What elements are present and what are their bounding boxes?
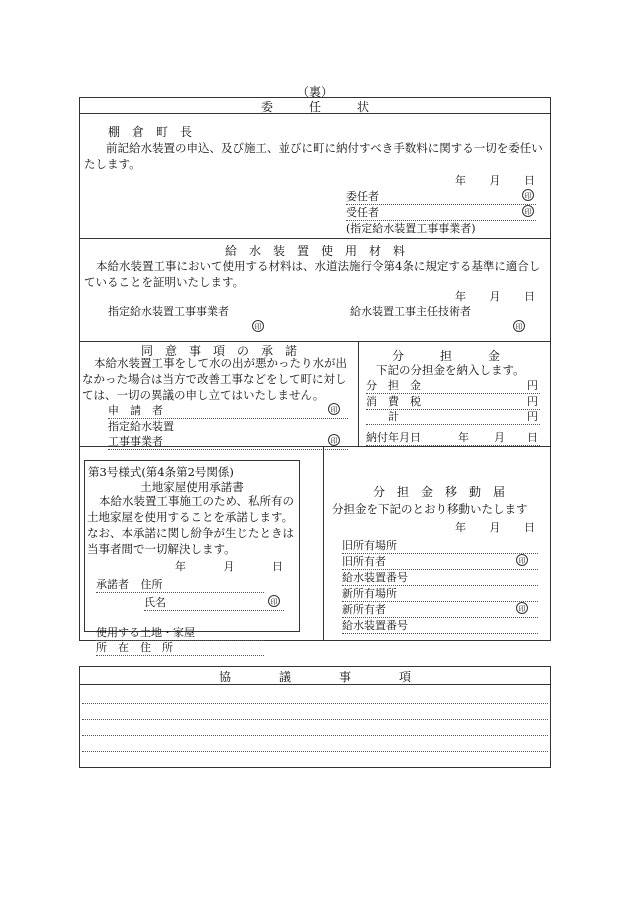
seal-icon: 印 (522, 205, 534, 217)
yen-unit: 円 (527, 410, 538, 423)
year-label: 年 (175, 560, 186, 573)
land-use-form-no: 第3号様式(第4条第2号関係) (88, 465, 234, 479)
new-owner-label: 新所有者 (342, 603, 386, 616)
cost-share-row[interactable] (366, 377, 540, 394)
month-label: 月 (489, 174, 501, 187)
applicant-field[interactable] (108, 402, 348, 419)
consent-contractor-line2: 工事事業者 (108, 435, 163, 448)
power-of-attorney-title: 委 任 状 (260, 100, 369, 114)
day-label: 日 (524, 290, 535, 303)
cost-share-intro: 下記の分担金を納入します。 (376, 363, 525, 377)
month-label: 月 (489, 290, 501, 303)
day-label: 日 (524, 174, 535, 187)
transfer-title: 分 担 金 移 動 届 (373, 485, 506, 499)
materials-title: 給 水 装 置 使 用 材 料 (224, 244, 405, 258)
delegatee-label: 受任者 (346, 206, 379, 219)
addressee: 棚 倉 町 長 (108, 125, 193, 139)
year-label: 年 (455, 521, 466, 534)
seal-icon: 印 (328, 403, 340, 415)
consultation-line[interactable] (82, 751, 548, 752)
month-label: 月 (489, 521, 501, 534)
yen-unit: 円 (527, 395, 538, 408)
contractor-label: 指定給水装置工事事業者 (108, 305, 229, 318)
transfer-date (455, 519, 535, 535)
consenter-label: 承諾者 (96, 578, 129, 591)
land-use-title: 土地家屋使用承諾書 (140, 480, 244, 494)
seal-icon: 印 (252, 320, 264, 332)
name-label: 氏名 (144, 596, 166, 609)
old-location-field[interactable] (342, 537, 538, 554)
day-label: 日 (272, 560, 283, 573)
device-no-label: 給水装置番号 (342, 619, 408, 632)
land-use-body: 本給水装置工事施工のため、私所有の土地家屋を使用することを承諾します。なお、本承諾に関し紛争が生じたときは当事者間で一切解決します。 (87, 494, 295, 556)
total-label: 計 (388, 410, 399, 423)
consent-body: 本給水装置工事をして水の出が悪かったり水が出なかった場合は当方で改善工事などをして町に対しては、一切の異議の申し立てはいたしません。 (82, 356, 347, 402)
new-location-label: 新所有場所 (342, 587, 397, 600)
paid-date-field[interactable] (366, 429, 540, 446)
materials-date (455, 288, 535, 304)
delegator-label: 委任者 (346, 190, 379, 203)
seal-icon: 印 (513, 320, 525, 332)
delegatee-field[interactable] (346, 204, 536, 221)
old-location-label: 旧所有場所 (342, 539, 397, 552)
old-owner-field[interactable] (342, 553, 538, 570)
seal-icon: 印 (516, 554, 528, 566)
transfer-intro: 分担金を下記のとおり移動いたします (332, 502, 528, 516)
seal-icon: 印 (328, 434, 340, 446)
consultation-line[interactable] (82, 703, 548, 704)
paid-date-label: 納付年月日 (366, 431, 421, 444)
location-field[interactable] (96, 639, 264, 656)
power-of-attorney-body: 前記給水装置の申込、及び施工、並びに町に納付すべき手数料に関する一切を委任いたします。 (84, 141, 543, 171)
location-label: 所 在 住 所 (96, 641, 173, 654)
consenter-address-field[interactable] (96, 576, 264, 593)
yen-unit: 円 (527, 379, 538, 392)
delegatee-note: (指定給水装置工事事業者) (346, 222, 476, 235)
address-label: 住所 (140, 578, 163, 591)
day-label: 日 (524, 521, 535, 534)
device-no-field[interactable] (342, 617, 538, 634)
land-use-date (175, 558, 283, 574)
month-label: 月 (494, 431, 505, 444)
total-row[interactable] (366, 408, 540, 425)
consultation-line[interactable] (82, 719, 548, 720)
poa-date (455, 172, 535, 188)
cost-share-title: 分 担 金 (392, 349, 501, 363)
new-location-field[interactable] (342, 585, 538, 602)
consultation-title: 協 議 事 項 (218, 670, 411, 684)
consultation-line[interactable] (82, 735, 548, 736)
month-label: 月 (223, 560, 235, 573)
page-label: （裏） (296, 85, 333, 99)
device-no-label: 給水装置番号 (342, 571, 408, 584)
seal-icon: 印 (268, 595, 280, 607)
seal-icon: 印 (522, 189, 534, 201)
consent-title: 同 意 事 項 の 承 諾 (140, 344, 297, 358)
year-label: 年 (455, 174, 466, 187)
year-label: 年 (455, 290, 466, 303)
applicant-label: 申 請 者 (108, 404, 163, 417)
delegator-field[interactable] (346, 188, 536, 205)
seal-icon: 印 (516, 602, 528, 614)
used-land-label: 使用する土地・家屋 (96, 626, 195, 639)
materials-body: 本給水装置工事において使用する材料は、水道法施行令第4条に規定する基準に適合していることを証明いたします。 (84, 259, 541, 289)
device-no-field[interactable] (342, 569, 538, 586)
cost-share-label: 分 担 金 (366, 379, 421, 392)
old-owner-label: 旧所有者 (342, 555, 386, 568)
consent-contractor-line1: 指定給水装置 (108, 420, 174, 433)
day-label: 日 (527, 431, 538, 444)
new-owner-field[interactable] (342, 601, 538, 618)
tax-label: 消 費 税 (366, 395, 421, 408)
year-label: 年 (458, 431, 469, 444)
chief-engineer-label: 給水装置工事主任技術者 (350, 305, 471, 318)
consenter-name-field[interactable] (144, 594, 284, 611)
